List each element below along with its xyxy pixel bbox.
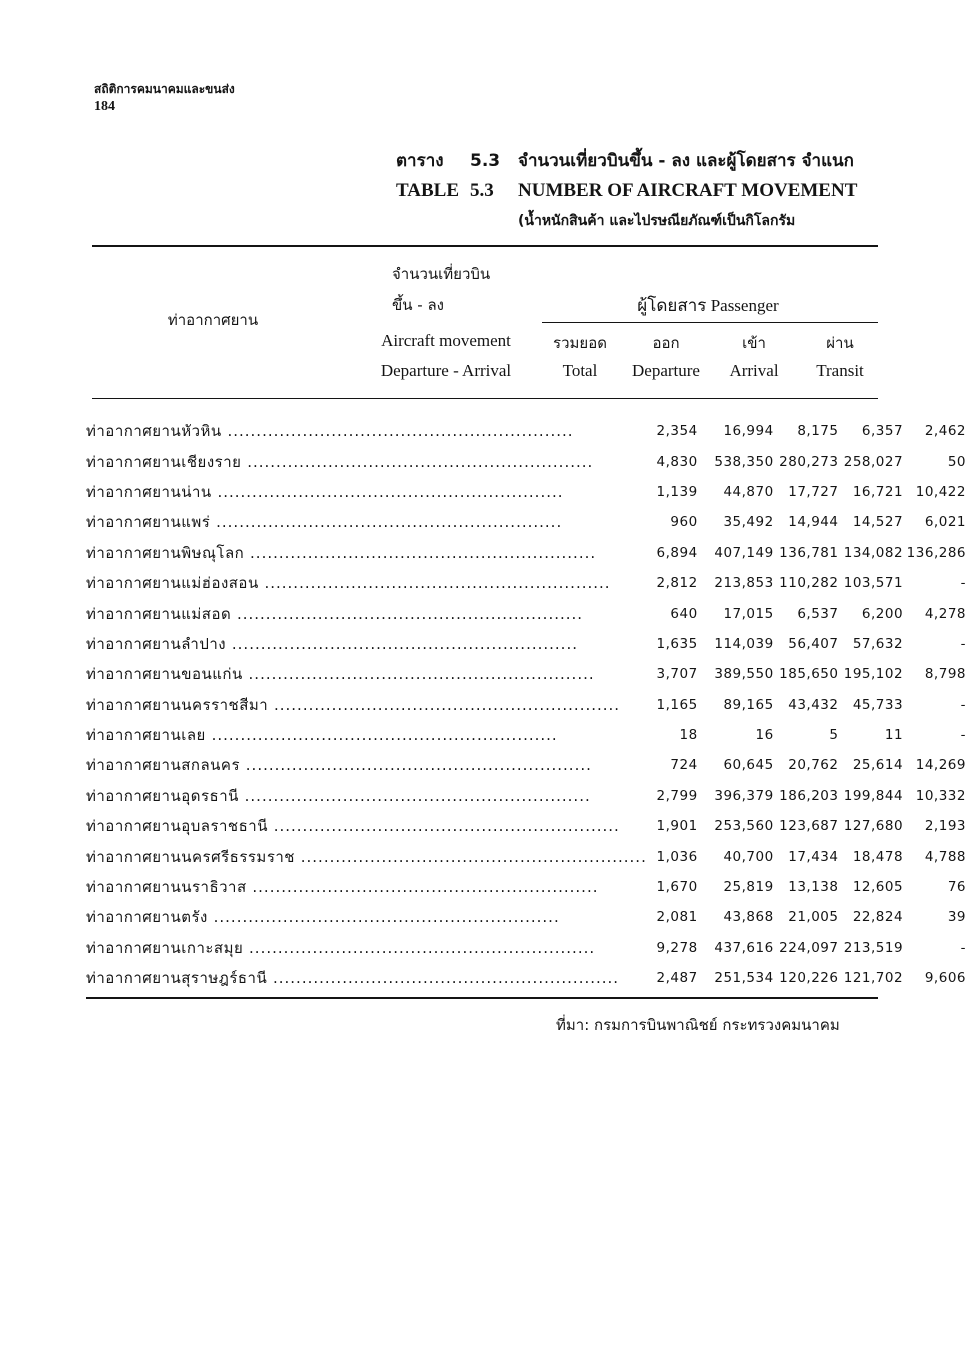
- airport-name-cell: [86, 446, 647, 476]
- table-row: [86, 416, 966, 446]
- table-row: [86, 750, 966, 780]
- header-departure-thai: ออก: [652, 334, 680, 352]
- spacer-cell: [698, 507, 710, 537]
- movement-cell: 960: [670, 514, 698, 531]
- thai-title-line: [396, 146, 886, 176]
- transit-cell: -: [960, 575, 966, 592]
- page-number: 184: [94, 99, 115, 114]
- spacer-cell: [698, 841, 710, 871]
- airport-name-cell: [86, 720, 647, 750]
- arrival-cell: 103,571: [843, 575, 904, 592]
- departure-cell: 5: [829, 727, 839, 744]
- arrival-cell: 121,702: [843, 970, 904, 987]
- movement-cell: 1,036: [656, 848, 698, 865]
- airport-name: ท่าอากาศยานแม่ฮ่องสอน: [86, 574, 259, 593]
- departure-cell: 280,273: [779, 453, 839, 470]
- airport-name-cell: [86, 568, 647, 598]
- passenger-subheader-rule: [542, 322, 878, 323]
- airport-name: ท่าอากาศยานพิษณุโลก: [86, 543, 245, 562]
- movement-cell: 2,354: [656, 423, 698, 440]
- movement-cell: 1,165: [656, 696, 698, 713]
- airport-name: ท่าอากาศยานหัวหิน: [86, 422, 222, 441]
- airport-name-cell: [86, 598, 647, 628]
- spacer-cell: [698, 933, 710, 963]
- arrival-cell: 195,102: [843, 666, 904, 683]
- airport-name-cell: [86, 902, 647, 932]
- spacer-cell: [698, 477, 710, 507]
- movement-cell: 1,139: [656, 483, 698, 500]
- header-movement-thai-1: จำนวนเที่ยวบิน: [392, 265, 491, 283]
- table-row: [86, 963, 966, 993]
- total-cell: 16,994: [723, 423, 774, 440]
- total-cell: 60,645: [723, 757, 774, 774]
- table-row: [86, 902, 966, 932]
- leader-dots: ............................................................: [238, 786, 591, 805]
- leader-dots: ............................................................: [242, 665, 595, 684]
- table-row: [86, 477, 966, 507]
- table-row: [86, 811, 966, 841]
- leader-dots: ............................................................: [267, 817, 620, 836]
- arrival-cell: 199,844: [843, 787, 904, 804]
- movement-cell: 3,707: [656, 666, 698, 683]
- running-head: [94, 80, 235, 116]
- leader-dots: ............................................................: [258, 574, 611, 593]
- departure-cell: 43,432: [788, 696, 839, 713]
- total-cell: 437,616: [714, 939, 774, 956]
- movement-cell: 640: [670, 605, 698, 622]
- airport-name-cell: [86, 507, 647, 537]
- airport-name-cell: [86, 538, 647, 568]
- table-row: [86, 690, 966, 720]
- arrival-cell: 25,614: [852, 757, 904, 774]
- table-row: [86, 446, 966, 476]
- transit-cell: -: [960, 696, 966, 713]
- spacer-cell: [698, 629, 710, 659]
- departure-cell: 185,650: [779, 666, 839, 683]
- leader-dots: ............................................................: [243, 938, 596, 957]
- movement-cell: 2,081: [656, 909, 698, 926]
- table-row: [86, 720, 966, 750]
- airport-name: ท่าอากาศยานแม่สอด: [86, 604, 232, 623]
- transit-cell: 39: [947, 909, 966, 926]
- arrival-cell: 127,680: [843, 818, 904, 835]
- leader-dots: ............................................................: [267, 969, 620, 988]
- spacer-cell: [698, 568, 710, 598]
- arrival-cell: 12,605: [852, 879, 904, 896]
- header-airport: ท่าอากาศยาน: [167, 311, 259, 329]
- spacer-cell: [698, 720, 710, 750]
- movement-cell: 6,894: [656, 544, 698, 561]
- table-row: [86, 659, 966, 689]
- departure-cell: 123,687: [779, 818, 839, 835]
- airport-name-cell: [86, 659, 647, 689]
- movement-cell: 4,830: [656, 453, 698, 470]
- leader-dots: ............................................................: [207, 908, 560, 927]
- spacer-cell: [698, 538, 710, 568]
- total-cell: 43,868: [723, 909, 774, 926]
- table-row: [86, 568, 966, 598]
- airport-name: ท่าอากาศยานสกลนคร: [86, 756, 241, 775]
- airport-name: ท่าอากาศยานนครศรีธรรมราช: [86, 847, 295, 866]
- transit-cell: 6,021: [924, 514, 966, 531]
- airport-name: ท่าอากาศยานเชียงราย: [86, 452, 242, 471]
- airport-name: ท่าอากาศยานสุราษฎร์ธานี: [86, 969, 268, 988]
- transit-cell: 8,798: [924, 666, 966, 683]
- arrival-cell: 14,527: [852, 514, 904, 531]
- leader-dots: ............................................................: [294, 847, 647, 866]
- transit-cell: 10,332: [915, 787, 966, 804]
- total-cell: 213,853: [714, 575, 774, 592]
- departure-cell: 186,203: [779, 787, 839, 804]
- spacer-cell: [698, 963, 710, 993]
- arrival-cell: 18,478: [852, 848, 904, 865]
- leader-dots: ............................................................: [226, 634, 578, 653]
- departure-cell: 8,175: [797, 423, 839, 440]
- table-row: [86, 629, 966, 659]
- table-top-rule: [92, 245, 878, 247]
- unit-note: (น้ำหนักสินค้า และไปรษณียภัณฑ์เป็นกิโลกรัม: [518, 213, 796, 229]
- total-cell: 253,560: [714, 818, 774, 835]
- total-cell: 407,149: [714, 544, 774, 561]
- movement-cell: 1,901: [656, 818, 698, 835]
- spacer-cell: [698, 750, 710, 780]
- airport-name: ท่าอากาศยานตรัง: [86, 908, 208, 927]
- leader-dots: ............................................................: [241, 452, 594, 471]
- airport-name: ท่าอากาศยานนครราชสีมา: [86, 695, 269, 714]
- departure-cell: 120,226: [779, 970, 839, 987]
- leader-dots: ............................................................: [205, 726, 558, 745]
- header-transit-thai: ผ่าน: [826, 334, 854, 352]
- arrival-cell: 258,027: [843, 453, 904, 470]
- transit-cell: 2,462: [924, 423, 966, 440]
- airport-name-cell: [86, 690, 647, 720]
- header-total-english: Total: [562, 361, 598, 380]
- movement-cell: 1,670: [656, 879, 698, 896]
- airport-name: ท่าอากาศยานน่าน: [86, 482, 212, 501]
- english-table-number: 5.3: [470, 180, 494, 201]
- airport-name-cell: [86, 416, 647, 446]
- spacer-cell: [698, 659, 710, 689]
- departure-cell: 20,762: [788, 757, 839, 774]
- total-cell: 538,350: [714, 453, 774, 470]
- airport-name-cell: [86, 933, 647, 963]
- departure-cell: 136,781: [779, 544, 839, 561]
- movement-cell: 2,799: [656, 787, 698, 804]
- arrival-cell: 22,824: [852, 909, 904, 926]
- airport-name-cell: [86, 477, 647, 507]
- spacer-cell: [698, 872, 710, 902]
- airport-name-cell: [86, 750, 647, 780]
- arrival-cell: 6,357: [861, 423, 904, 440]
- airport-name: ท่าอากาศยานนราธิวาส: [86, 878, 247, 897]
- transit-cell: -: [960, 635, 966, 652]
- leader-dots: ............................................................: [221, 422, 574, 441]
- movement-cell: 2,812: [656, 575, 698, 592]
- arrival-cell: 6,200: [861, 605, 904, 622]
- table-body: [86, 416, 966, 993]
- airport-name-cell: [86, 963, 647, 993]
- total-cell: 389,550: [714, 666, 774, 683]
- departure-cell: 14,944: [788, 514, 839, 531]
- spacer-cell: [698, 598, 710, 628]
- header-transit-english: Transit: [816, 361, 864, 380]
- total-cell: 114,039: [714, 635, 774, 652]
- airport-name-cell: [86, 841, 647, 871]
- total-cell: 25,819: [723, 879, 774, 896]
- airport-name-cell: [86, 781, 647, 811]
- spacer-cell: [698, 446, 710, 476]
- departure-cell: 56,407: [788, 635, 839, 652]
- total-cell: 40,700: [723, 848, 774, 865]
- header-movement-thai-2: ขึ้น - ลง: [392, 296, 444, 314]
- header-departure-english: Departure: [632, 361, 700, 380]
- departure-cell: 13,138: [788, 879, 839, 896]
- arrival-cell: 45,733: [852, 696, 904, 713]
- transit-cell: -: [960, 727, 966, 744]
- table-titles: [396, 146, 886, 236]
- transit-cell: -: [960, 939, 966, 956]
- movement-cell: 2,487: [656, 970, 698, 987]
- leader-dots: ............................................................: [210, 513, 563, 532]
- total-cell: 89,165: [723, 696, 774, 713]
- airport-name: ท่าอากาศยานอุดรธานี: [86, 786, 239, 805]
- english-title-line: [396, 176, 886, 206]
- header-bottom-rule: [92, 398, 878, 399]
- header-arrival-english: Arrival: [729, 361, 779, 380]
- transit-cell: 50: [947, 453, 966, 470]
- total-cell: 35,492: [723, 514, 774, 531]
- table-row: [86, 538, 966, 568]
- source-note: ที่มา: กรมการบินพาณิชย์ กระทรวงคมนาคม: [556, 1016, 840, 1034]
- english-table-label: TABLE: [396, 180, 460, 201]
- airport-name: ท่าอากาศยานลำปาง: [86, 634, 227, 653]
- spacer-cell: [698, 811, 710, 841]
- airport-name-cell: [86, 629, 647, 659]
- spacer-cell: [698, 690, 710, 720]
- header-total-thai: รวมยอด: [553, 334, 607, 352]
- header-arrival-thai: เข้า: [742, 334, 766, 352]
- airport-name-cell: [86, 811, 647, 841]
- transit-cell: 10,422: [915, 483, 966, 500]
- header-passenger: ผู้โดยสาร Passenger: [637, 296, 779, 315]
- leader-dots: ............................................................: [246, 878, 599, 897]
- departure-cell: 17,727: [788, 483, 839, 500]
- departure-cell: 17,434: [788, 848, 839, 865]
- total-cell: 44,870: [723, 483, 774, 500]
- arrival-cell: 11: [884, 727, 904, 744]
- total-cell: 17,015: [723, 605, 774, 622]
- arrival-cell: 213,519: [843, 939, 904, 956]
- running-head-title: สถิติการคมนาคมและขนส่ง: [94, 82, 235, 96]
- english-table-title: NUMBER OF AIRCRAFT MOVEMENT: [518, 180, 858, 201]
- spacer-cell: [698, 902, 710, 932]
- table-row: [86, 781, 966, 811]
- departure-cell: 110,282: [779, 575, 839, 592]
- header-movement-english-2: Departure - Arrival: [380, 361, 512, 380]
- leader-dots: ............................................................: [211, 482, 564, 501]
- transit-cell: 9,606: [924, 970, 966, 987]
- leader-dots: ............................................................: [231, 604, 584, 623]
- table-row: [86, 598, 966, 628]
- thai-table-label: ตาราง: [396, 151, 444, 171]
- arrival-cell: 57,632: [852, 635, 904, 652]
- table-row: [86, 872, 966, 902]
- table-bottom-rule: [86, 997, 878, 999]
- movement-cell: 724: [670, 757, 698, 774]
- table-row: [86, 841, 966, 871]
- airport-name: ท่าอากาศยานเกาะสมุย: [86, 938, 244, 957]
- departure-cell: 6,537: [797, 605, 839, 622]
- airport-name-cell: [86, 872, 647, 902]
- thai-table-number: 5.3: [470, 151, 501, 171]
- airport-name: ท่าอากาศยานแพร่: [86, 513, 211, 532]
- transit-cell: 2,193: [924, 818, 966, 835]
- total-cell: 251,534: [714, 970, 774, 987]
- airport-data-table: [86, 416, 966, 993]
- total-cell: 16: [755, 727, 774, 744]
- table-row: [86, 507, 966, 537]
- transit-cell: 4,788: [924, 848, 966, 865]
- airport-name: ท่าอากาศยานขอนแก่น: [86, 665, 243, 684]
- arrival-cell: 134,082: [843, 544, 904, 561]
- spacer-cell: [698, 416, 710, 446]
- arrival-cell: 16,721: [852, 483, 904, 500]
- transit-cell: 4,278: [924, 605, 966, 622]
- movement-cell: 9,278: [656, 939, 698, 956]
- leader-dots: ............................................................: [268, 695, 621, 714]
- departure-cell: 224,097: [779, 939, 839, 956]
- total-cell: 396,379: [714, 787, 774, 804]
- transit-cell: 14,269: [915, 757, 966, 774]
- movement-cell: 18: [679, 727, 698, 744]
- transit-cell: 76: [947, 879, 966, 896]
- table-row: [86, 933, 966, 963]
- leader-dots: ............................................................: [244, 543, 597, 562]
- airport-name: ท่าอากาศยานเลย: [86, 726, 206, 745]
- transit-cell: 136,286: [906, 544, 966, 561]
- departure-cell: 21,005: [788, 909, 839, 926]
- airport-name: ท่าอากาศยานอุบลราชธานี: [86, 817, 268, 836]
- spacer-cell: [698, 781, 710, 811]
- movement-cell: 1,635: [656, 635, 698, 652]
- header-movement-english-1: Aircraft movement: [381, 331, 511, 350]
- leader-dots: ............................................................: [240, 756, 592, 775]
- thai-table-title: จำนวนเที่ยวบินขึ้น - ลง และผู้โดยสาร จำแนก: [518, 151, 854, 171]
